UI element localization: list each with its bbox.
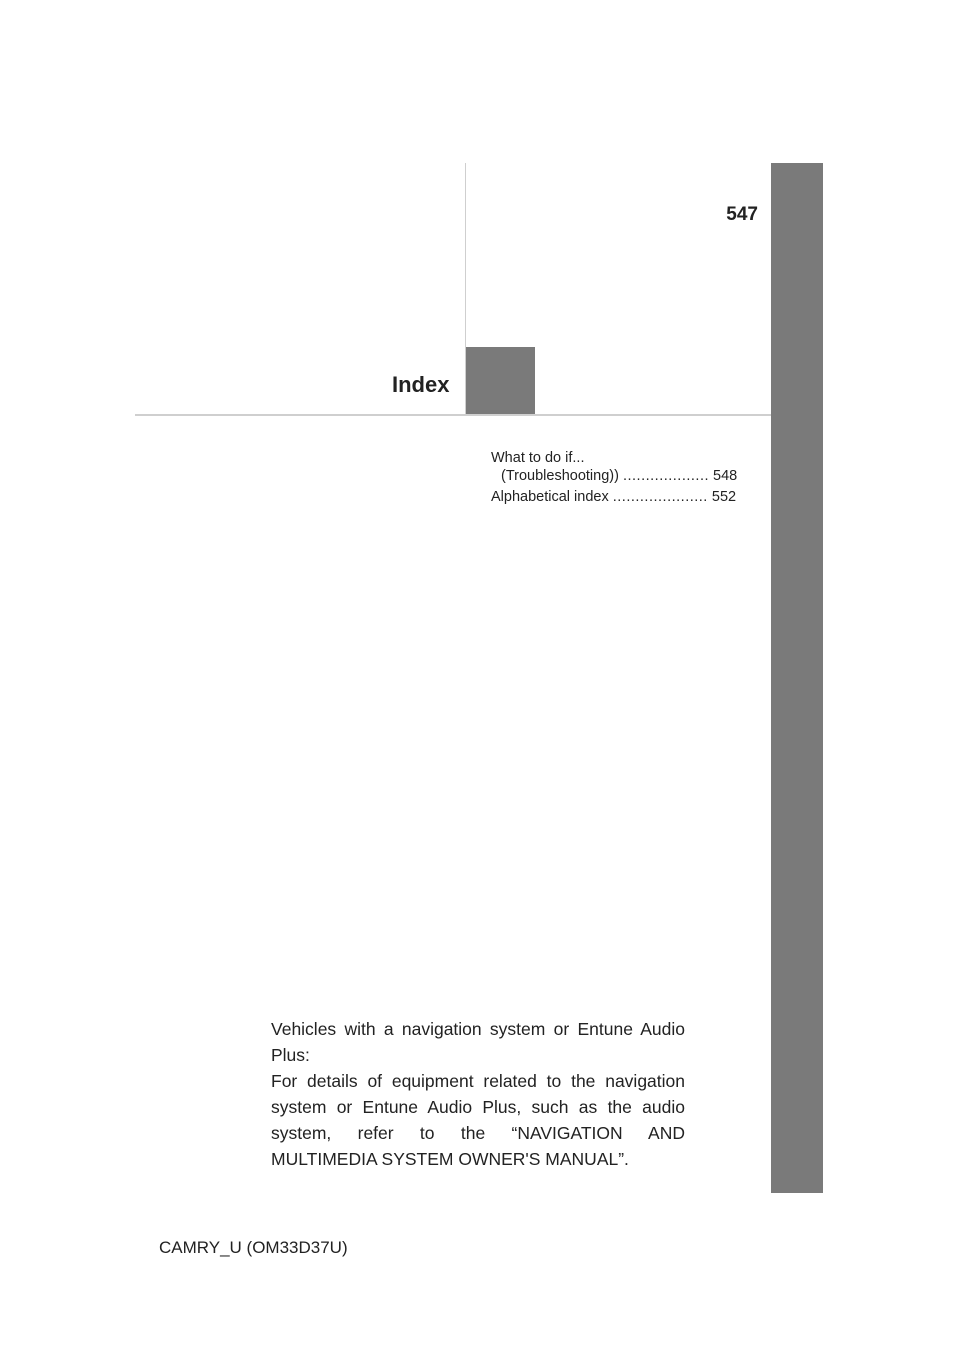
page-title: Index — [392, 372, 450, 397]
toc-page-number: 552 — [711, 489, 737, 505]
toc-page-number: 548 — [713, 468, 738, 484]
toc-item-alphabetical-index[interactable] — [491, 489, 736, 505]
footer-manual-code: CAMRY_U (OM33D37U) — [159, 1238, 348, 1257]
toc-item-troubleshooting-line1[interactable] — [491, 450, 585, 466]
note-body: For details of equipment related to the navigation system or Entune Audio Plus, such as the audio system, refer to the “NAVIGATION AND MULTIMEDIA SYSTEM OWNER'S MANUAL”. — [271, 1071, 685, 1169]
toc-item-label: Alphabetical index — [491, 489, 609, 505]
toc-leader-dots: ..................... — [612, 489, 708, 505]
toc-item-troubleshooting-line2[interactable] — [501, 468, 737, 484]
page-number: 547 — [726, 204, 758, 225]
note-heading: Vehicles with a navigation system or Entune Audio Plus: — [271, 1019, 685, 1065]
navigation-note — [271, 1016, 685, 1172]
divider-horizontal — [135, 414, 771, 416]
chapter-tab — [771, 163, 823, 1193]
toc-item-label: What to do if... — [491, 450, 585, 466]
toc-item-label: (Troubleshooting)) — [501, 468, 619, 484]
section-marker-block — [466, 347, 535, 415]
toc-leader-dots: ................... — [622, 468, 710, 484]
